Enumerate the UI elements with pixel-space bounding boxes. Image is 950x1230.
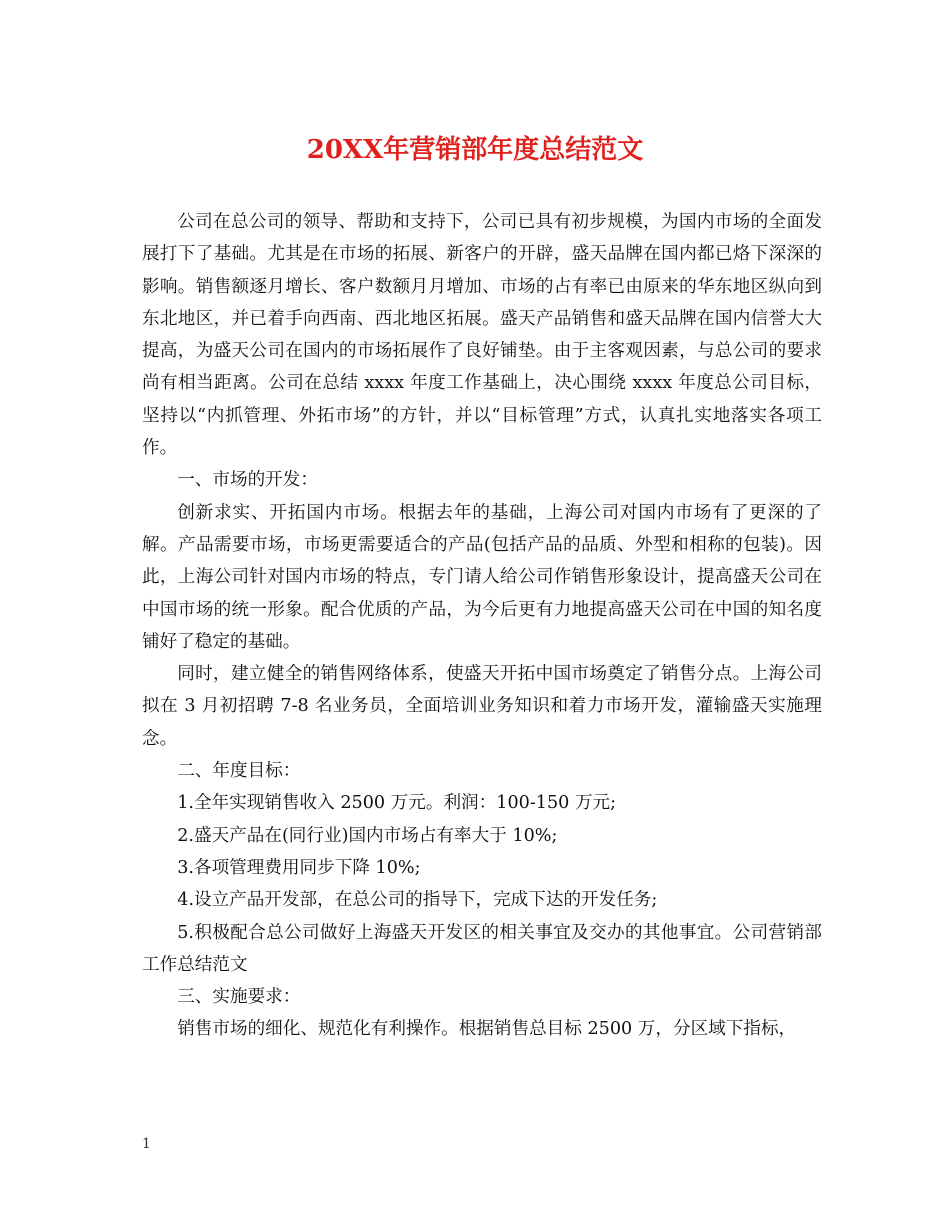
goal-item-3: 3.各项管理费用同步下降 10%; [177, 857, 421, 878]
goal-item-2: 2.盛天产品在(同行业)国内市场占有率大于 10%; [177, 825, 558, 846]
paragraph-sales-network: 同时，建立健全的销售网络体系，使盛天开拓中国市场奠定了销售分点。上海公司拟在 3 月初招聘 7-8 名业务员，全面培训业务知识和着力市场开发，灌输盛天实施理念。 [142, 664, 822, 749]
section-heading-market-development: 一、市场的开发： [177, 470, 318, 491]
goal-item-5: 5.积极配合总公司做好上海盛天开发区的相关事宜及交办的其他事宜。公司营销部工作总结范文 [142, 922, 822, 975]
paragraph-market-development: 创新求实、开拓国内市场。根据去年的基础，上海公司对国内市场有了更深的了解。产品需要市场，市场更需要适合的产品(包括产品的品质、外型和相称的包装)。因此，上海公司针对国内市场的特点，专门请人给公司作销售形象设计，提高盛天公司在中国市场的统一形象。配合优质的产品，为今后更有力地提高盛天公司在中国的知名度铺好了稳定的基础。 [142, 502, 822, 652]
paragraph-intro: 公司在总公司的领导、帮助和支持下，公司已具有初步规模，为国内市场的全面发展打下了基础。尤其是在市场的拓展、新客户的开辟，盛天品牌在国内都已烙下深深的影响。销售额逐月增长、客户数额月月增加、市场的占有率已由原来的华东地区纵向到东北地区，并已着手向西南、西北地区拓展。盛天产品销售和盛天品牌在国内信誉大大提高，为盛天公司在国内的市场拓展作了良好铺垫。由于主客观因素，与总公司的要求尚有相当距离。公司在总结 xxxx 年度工作基础上，决心围绕 xxxx 年度总公司目标，坚持以“内抓管理、外拓市场”的方针，并以“目标管理”方式，认真扎实地落实各项工作。 [142, 212, 822, 459]
document-body [142, 206, 822, 1046]
document-title: 20XX年营销部年度总结范文 [306, 135, 644, 165]
page-number: 1 [142, 1136, 151, 1152]
goal-item-1: 1.全年实现销售收入 2500 万元。利润：100-150 万元; [177, 793, 617, 814]
section-heading-implementation: 三、实施要求： [177, 987, 301, 1008]
paragraph-implementation: 销售市场的细化、规范化有利操作。根据销售总目标 2500 万，分区域下指标， [177, 1019, 797, 1040]
goal-item-4: 4.设立产品开发部，在总公司的指导下，完成下达的开发任务; [177, 890, 658, 911]
section-heading-annual-goals: 二、年度目标： [177, 761, 301, 782]
